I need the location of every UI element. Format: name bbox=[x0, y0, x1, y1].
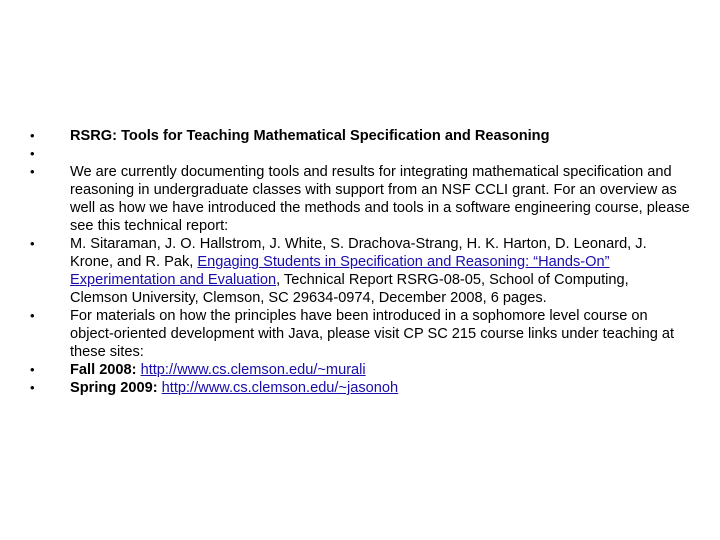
intro-paragraph: We are currently documenting tools and results for integrating mathematical specification and reasoning in undergraduate classes with support from an NSF CCLI grant. For an overview as well as how we have introduced the methods and tools in a software engineering course, please see this technical report: bbox=[70, 164, 690, 234]
spring-2009-link[interactable]: http://www.cs.clemson.edu/~jasonoh bbox=[161, 380, 399, 396]
bullet-icon: • bbox=[30, 308, 35, 323]
bullet-icon: • bbox=[30, 236, 35, 251]
materials-paragraph: For materials on how the principles have been introduced in a sophomore level course on object-oriented development with Java, please visit CP SC 215 course links under teaching at these sites: bbox=[70, 308, 675, 360]
bullet-list bbox=[30, 127, 690, 397]
bullet-icon: • bbox=[30, 128, 35, 143]
fall-label: Fall 2008: bbox=[70, 362, 141, 378]
list-item bbox=[30, 361, 690, 379]
report-title-link[interactable]: Engaging Students in Specification and Reasoning: “Hands-On” Experimentation and Evaluation bbox=[70, 254, 610, 288]
list-item bbox=[30, 163, 690, 235]
fall-2008-link[interactable]: http://www.cs.clemson.edu/~murali bbox=[140, 362, 366, 378]
list-item bbox=[30, 127, 690, 145]
bullet-icon: • bbox=[30, 146, 35, 161]
list-item bbox=[30, 379, 690, 397]
bullet-icon: • bbox=[30, 362, 35, 377]
report-details: , Technical Report RSRG-08-05, School of Computing, Clemson University, Clemson, SC 29634-0974, December 2008, 6 pages. bbox=[70, 272, 629, 306]
list-item bbox=[30, 307, 690, 361]
slide-title: RSRG: Tools for Teaching Mathematical Specification and Reasoning bbox=[70, 128, 550, 144]
bullet-icon: • bbox=[30, 164, 35, 179]
list-item bbox=[30, 235, 690, 307]
spring-label: Spring 2009: bbox=[70, 380, 162, 396]
report-authors: M. Sitaraman, J. O. Hallstrom, J. White, S. Drachova-Strang, H. K. Harton, D. Leonard, J. Krone, and R. Pak, bbox=[70, 236, 647, 270]
list-item bbox=[30, 145, 690, 163]
bullet-icon: • bbox=[30, 380, 35, 395]
